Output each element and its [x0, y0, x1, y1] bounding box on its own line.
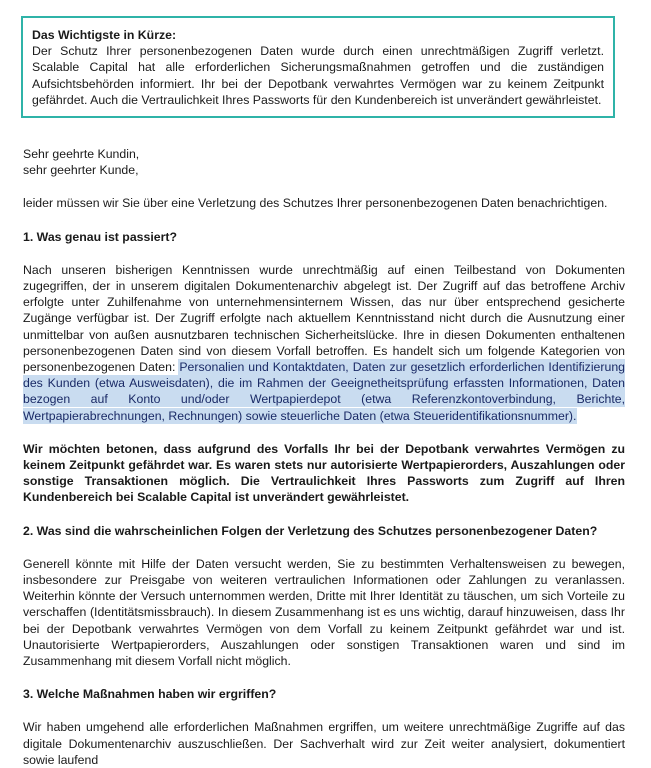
highlighted-data-categories: Personalien und Kontaktdaten, Daten zur gesetzlich erforderlichen Identifizierung des Kunden (etwa Ausweisdaten), die im Rahmen der Geeignetheitsprüfung erfassten Informationen, Daten bezogen auf Konto und/oder Wertpapierdepot (etwa Referenzkontoverbindung, Berichte, Wertpapierabrechnungen, Rechnungen) sowie steuerliche Daten (etwa Steueridentifikationsnummer).	[23, 360, 625, 423]
section-1-text: Nach unseren bisherigen Kenntnissen wurde unrechtmäßig auf einen Teilbestand von Dokumenten zugegriffen, der in unserem digitalen Dokumentenarchiv abgelegt ist. Der Zugriff auf das betroffene Archiv erfolgte unter Zuhilfenahme von unternehmensinternem Wissen, das nur über entsprechend gesicherte Zugänge verfügbar ist. Der Zugriff erfolgte nach aktuellem Kenntnisstand nicht durch die Ausnutzung einer unmittelbar von außen ausnutzbaren technischen Sicherheitslücke. Ihre in diesen Dokumenten enthaltenen personenbezogenen Daten sind von diesem Vorfall betroffen. Es handelt sich um folgende Kategorien von personenbezogenen Daten:	[23, 262, 625, 375]
section-1-heading: 1. Was genau ist passiert?	[23, 229, 177, 244]
summary-text: Der Schutz Ihrer personenbezogenen Daten wurde durch einen unrechtmäßigen Zugriff verletzt. Scalable Capital hat alle erforderlichen Sicherungsmaßnahmen getroffen und die zuständigen Aufsichtsbehörden informiert. Ihr bei der Depotbank verwahrtes Vermögen war zu keinem Zeitpunkt gefährdet. Auch die Vertraulichkeit Ihres Passworts für den Kundenbereich ist unverändert gewährleistet.	[32, 44, 604, 107]
section-3-heading: 3. Welche Maßnahmen haben wir ergriffen?	[23, 687, 277, 702]
intro-paragraph: leider müssen wir Sie über eine Verletzung des Schutzes Ihrer personenbezogenen Daten benachrichtigen.	[23, 196, 608, 211]
salutation-line-1: Sehr geehrte Kundin,	[23, 147, 140, 161]
letter-body	[23, 146, 625, 768]
section-2-heading: 2. Was sind die wahrscheinlichen Folgen der Verletzung des Schutzes personenbezogener Daten?	[23, 523, 598, 538]
section-3-paragraph: Wir haben umgehend alle erforderlichen Maßnahmen ergriffen, um weitere unrechtmäßige Zugriffe auf das digitale Dokumentenarchiv auszuschließen. Der Sachverhalt wird zur Zeit weiter analysiert, dokumentiert sowie laufend	[23, 720, 625, 767]
section-1-bold-paragraph: Wir möchten betonen, dass aufgrund des Vorfalls Ihr bei der Depotbank verwahrtes Vermögen zu keinem Zeitpunkt gefährdet war. Es waren stets nur autorisierte Wertpapierorders, Auszahlungen oder sonstige Transaktionen möglich. Die Vertraulichkeit Ihres Passworts zum Zugriff auf Ihren Kundenbereich bei Scalable Capital ist unverändert gewährleistet.	[23, 441, 625, 505]
summary-title: Das Wichtigste in Kürze:	[32, 28, 177, 42]
section-1-paragraph	[23, 262, 625, 424]
summary-box	[21, 16, 615, 118]
salutation-line-2: sehr geehrter Kunde,	[23, 163, 139, 178]
section-2-paragraph: Generell könnte mit Hilfe der Daten versucht werden, Sie zu bestimmten Verhaltensweisen zu bewegen, insbesondere zur Preisgabe von weiteren vertraulichen Informationen oder Zahlungen zu veranlassen. Weiterhin könnte der Versuch unternommen werden, Dritte mit Ihrer Identität zu täuschen, um sich Vorteile zu verschaffen (Identitätsmissbrauch). In diesem Zusammenhang ist es uns wichtig, darauf hinzuweisen, dass Ihr bei der Depotbank verwahrtes Vermögen von dem Vorfall zu keinem Zeitpunkt gefährdet war und ist. Unautorisierte Wertpapierorders, Auszahlungen oder sonstigen Transaktionen waren und sind im Zusammenhang mit diesem Vorfall nicht möglich.	[23, 556, 625, 669]
